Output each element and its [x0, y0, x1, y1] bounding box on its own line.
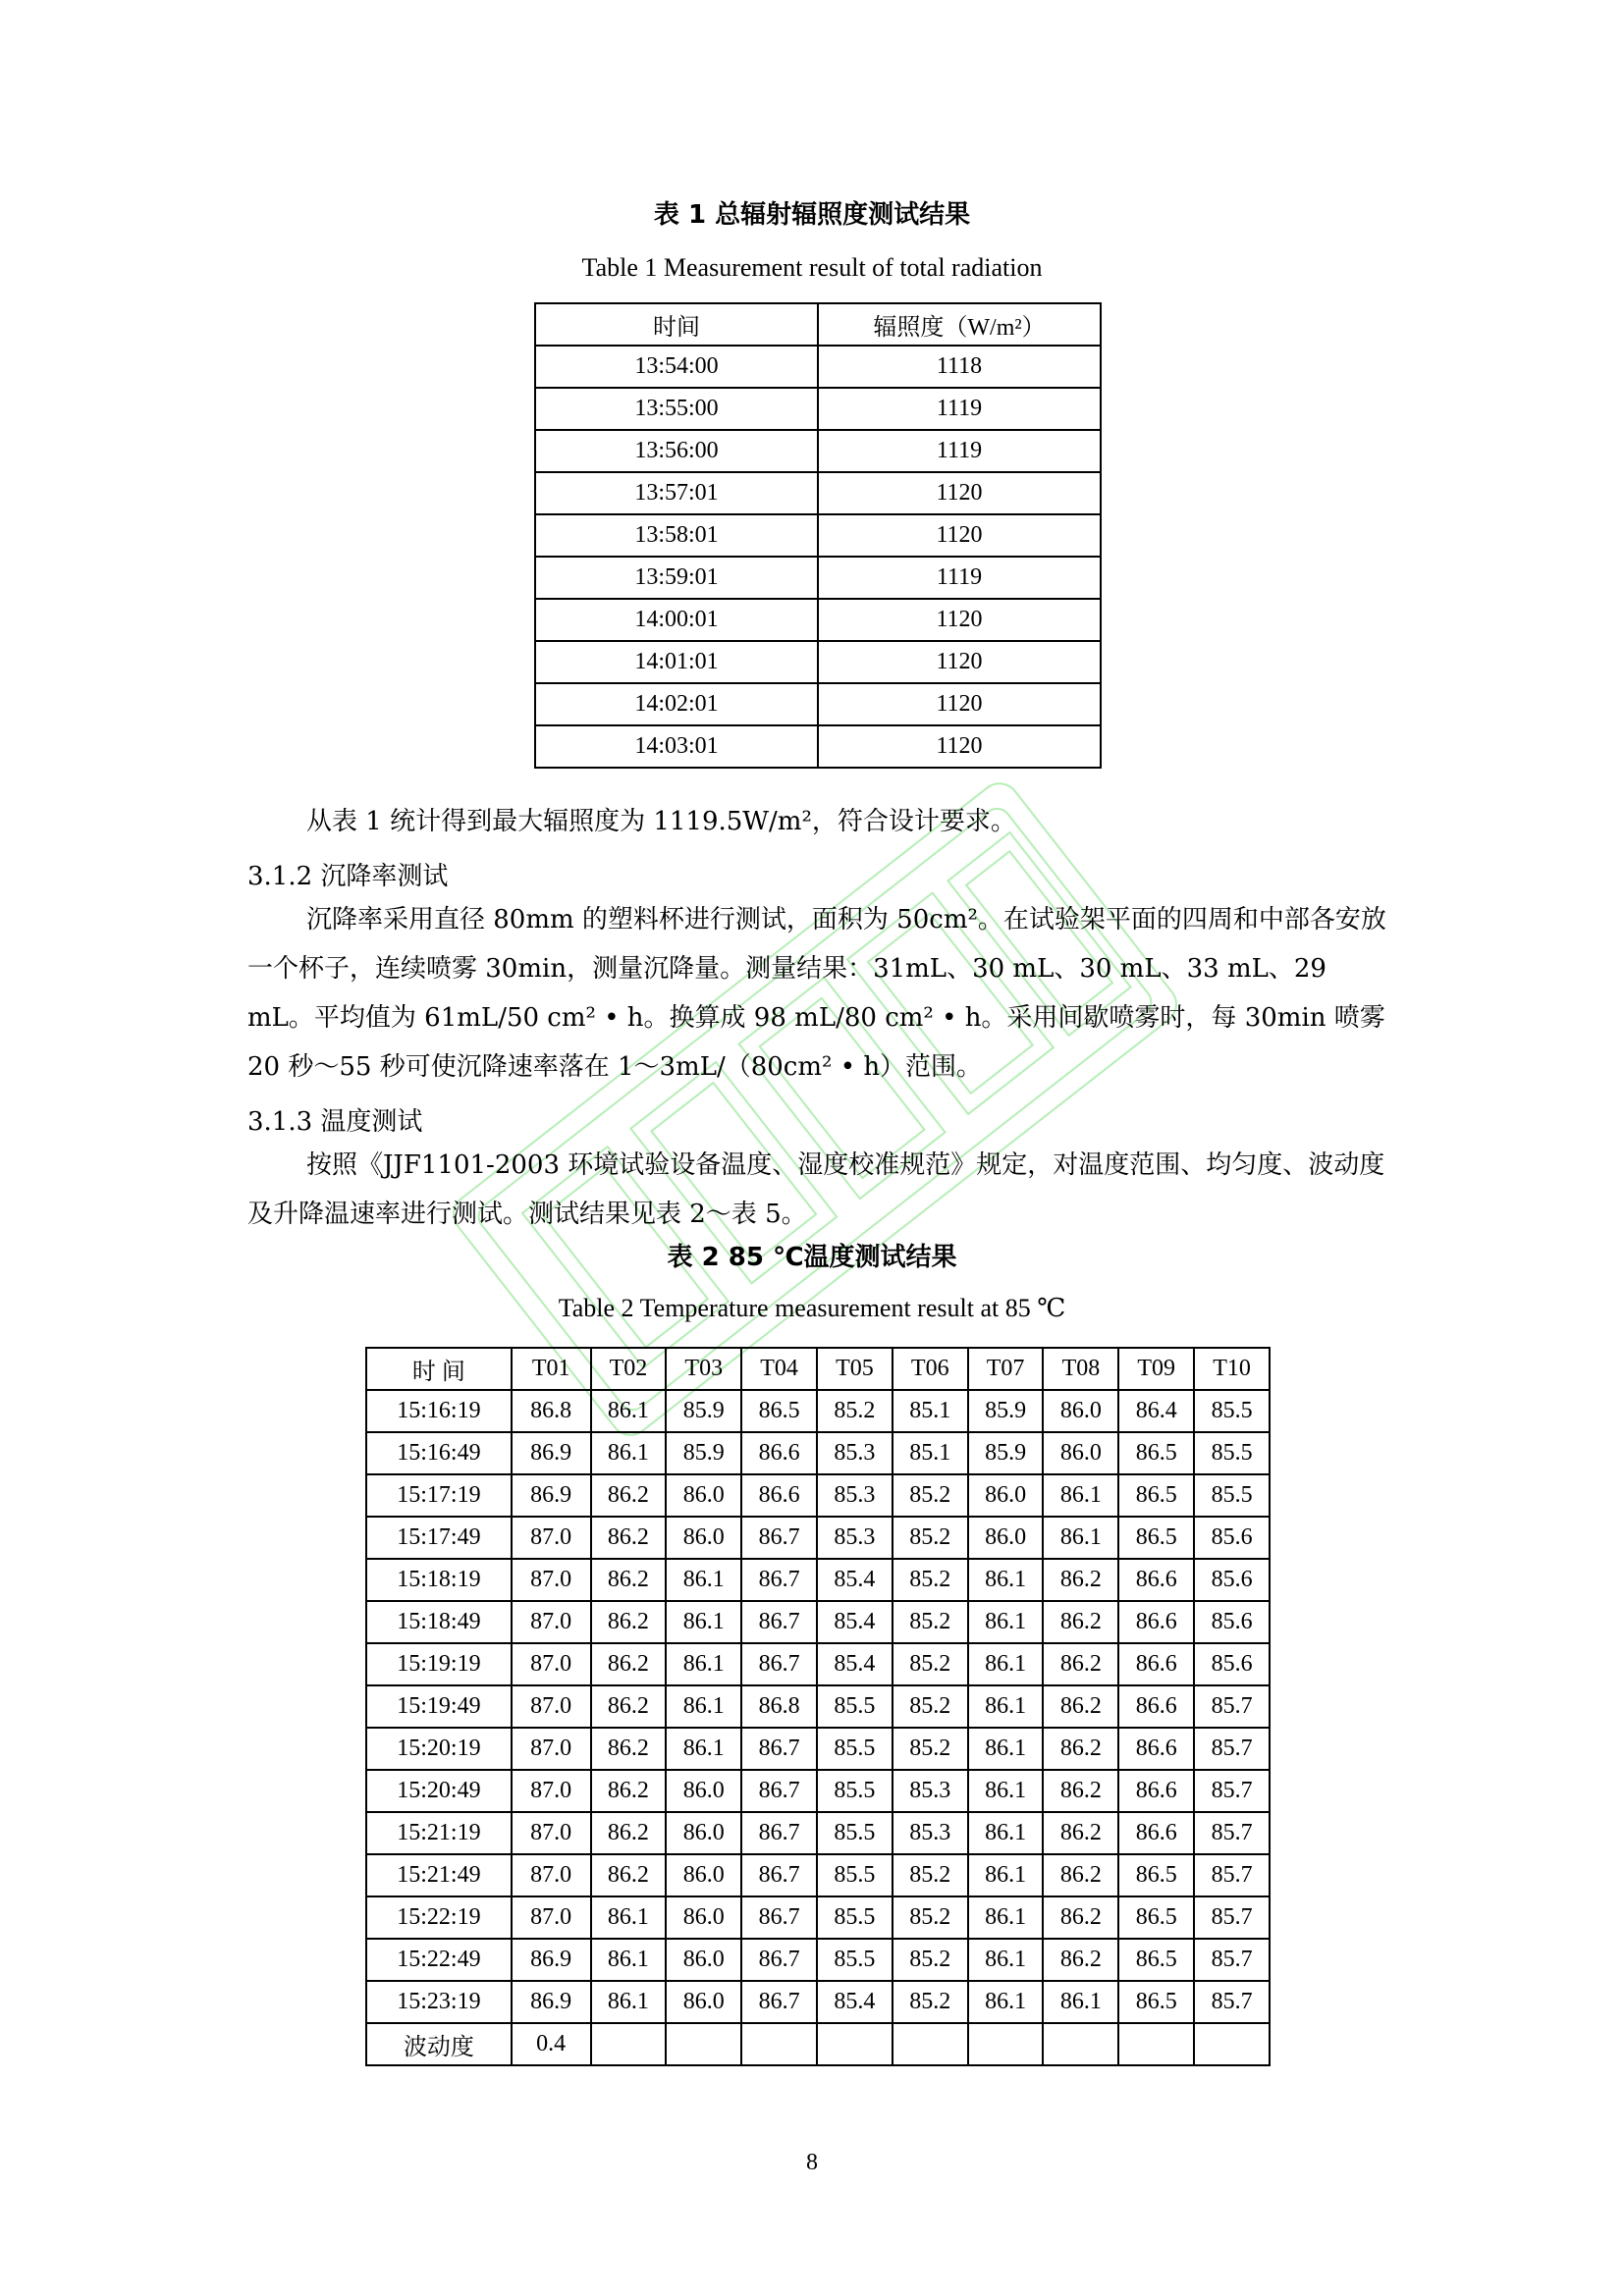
table-row [366, 1939, 1270, 1981]
temperature-cell: 86.9 [512, 1981, 591, 2023]
header-sensor: T02 [591, 1348, 667, 1390]
header-sensor: T08 [1043, 1348, 1118, 1390]
temperature-cell: 85.7 [1194, 1896, 1270, 1939]
value-cell: 1120 [818, 472, 1101, 514]
table-row [366, 1728, 1270, 1770]
value-cell: 1120 [818, 641, 1101, 683]
header-sensor: T04 [741, 1348, 817, 1390]
temperature-cell: 86.2 [1043, 1896, 1118, 1939]
table1-title-en: Table 1 Measurement result of total radiation [581, 253, 1043, 282]
table-header-row [535, 303, 1101, 346]
time-cell: 14:01:01 [535, 641, 818, 683]
temperature-cell: 85.9 [666, 1432, 741, 1474]
temperature-cell: 86.1 [968, 1896, 1044, 1939]
temperature-cell: 86.1 [666, 1685, 741, 1728]
time-cell: 15:23:19 [366, 1981, 512, 2023]
temperature-cell: 85.5 [817, 1939, 893, 1981]
temperature-cell: 86.0 [666, 1812, 741, 1854]
temperature-cell: 86.2 [591, 1854, 667, 1896]
temperature-cell: 85.5 [817, 1812, 893, 1854]
temperature-cell: 85.7 [1194, 1939, 1270, 1981]
temperature-cell: 86.4 [1118, 1390, 1194, 1432]
temperature-cell: 86.5 [1118, 1474, 1194, 1517]
time-cell: 15:18:19 [366, 1559, 512, 1601]
temperature-cell: 86.0 [666, 1474, 741, 1517]
table-row [366, 1517, 1270, 1559]
temperature-cell: 86.0 [1043, 1390, 1118, 1432]
temperature-cell: 86.6 [741, 1432, 817, 1474]
time-cell: 15:20:49 [366, 1770, 512, 1812]
table1-title-cn: 表 1 总辐射辐照度测试结果 [653, 200, 971, 230]
table-row [366, 1812, 1270, 1854]
temperature-cell: 86.2 [1043, 1685, 1118, 1728]
temperature-cell: 86.2 [1043, 1770, 1118, 1812]
temperature-cell: 85.6 [1194, 1517, 1270, 1559]
temperature-cell: 86.0 [968, 1517, 1044, 1559]
temperature-cell: 86.7 [741, 1896, 817, 1939]
temperature-cell: 86.5 [1118, 1981, 1194, 2023]
time-cell: 15:16:49 [366, 1432, 512, 1474]
temperature-cell: 86.7 [741, 1812, 817, 1854]
time-cell: 15:19:19 [366, 1643, 512, 1685]
temperature-cell: 85.2 [893, 1474, 968, 1517]
temperature-cell: 86.1 [968, 1685, 1044, 1728]
temperature-cell: 86.2 [591, 1559, 667, 1601]
temperature-cell: 85.5 [1194, 1390, 1270, 1432]
temperature-cell: 85.3 [817, 1517, 893, 1559]
temperature-cell: 86.1 [968, 1981, 1044, 2023]
temperature-cell: 86.2 [591, 1728, 667, 1770]
table-row [366, 1474, 1270, 1517]
temperature-cell: 86.7 [741, 1517, 817, 1559]
temperature-cell: 86.2 [1043, 1728, 1118, 1770]
time-cell: 15:19:49 [366, 1685, 512, 1728]
temperature-cell: 85.7 [1194, 1854, 1270, 1896]
radiation-table [534, 302, 1102, 769]
table-row [366, 1685, 1270, 1728]
table-row [535, 641, 1101, 683]
temperature-cell: 86.2 [1043, 1939, 1118, 1981]
temperature-cell: 87.0 [512, 1559, 591, 1601]
temperature-cell: 85.2 [893, 1939, 968, 1981]
temperature-cell: 86.1 [968, 1728, 1044, 1770]
temperature-cell: 86.1 [1043, 1474, 1118, 1517]
temperature-cell: 86.0 [666, 1896, 741, 1939]
temperature-cell: 86.5 [1118, 1939, 1194, 1981]
value-cell: 1118 [818, 346, 1101, 388]
temperature-cell: 85.7 [1194, 1728, 1270, 1770]
temperature-cell: 86.1 [1043, 1517, 1118, 1559]
temperature-test-paragraph: 按照《JJF1101-2003 环境试验设备温度、湿度校准规范》规定，对温度范围、均匀度、波动度及升降温速率进行测试。测试结果见表 2～表 5。 [247, 1150, 1385, 1229]
section-heading-3-1-2: 3.1.2 沉降率测试 [247, 862, 449, 891]
table-header-row [366, 1348, 1270, 1390]
temperature-cell: 86.0 [666, 1770, 741, 1812]
temperature-cell: 86.2 [1043, 1812, 1118, 1854]
temperature-cell: 85.2 [893, 1559, 968, 1601]
temperature-cell: 85.7 [1194, 1812, 1270, 1854]
temperature-cell: 86.1 [591, 1432, 667, 1474]
temperature-cell: 85.2 [893, 1728, 968, 1770]
temperature-cell: 85.2 [893, 1981, 968, 2023]
table-row [535, 472, 1101, 514]
table-row [366, 1390, 1270, 1432]
temperature-cell: 85.3 [817, 1474, 893, 1517]
time-cell: 14:02:01 [535, 683, 818, 725]
temperature-cell: 86.2 [591, 1474, 667, 1517]
temperature-cell: 85.9 [968, 1432, 1044, 1474]
settling-rate-paragraph: 沉降率采用直径 80mm 的塑料杯进行测试，面积为 50cm²。在试验架平面的四周和中部各安放一个杯子，连续喷雾 30min，测量沉降量。测量结果：31mL、30 mL、30 mL、33 mL、29 mL。平均值为 61mL/50 cm² • h。换算成 98 mL/80 cm² • h。采用间歇喷雾时，每 30min 喷雾 20 秒～55 秒可使沉降速率落在 1～3mL/（80cm² • h）范围。 [247, 905, 1386, 1082]
table2-title-en: Table 2 Temperature measurement result at 85 ℃ [558, 1294, 1066, 1322]
temperature-cell [968, 2023, 1044, 2065]
table-row [535, 683, 1101, 725]
temperature-cell: 85.9 [968, 1390, 1044, 1432]
temperature-cell: 85.6 [1194, 1601, 1270, 1643]
temperature-cell: 85.5 [1194, 1474, 1270, 1517]
time-cell: 14:03:01 [535, 725, 818, 768]
temperature-cell: 86.8 [512, 1390, 591, 1432]
temperature-cell: 86.1 [968, 1770, 1044, 1812]
temperature-cell: 86.1 [666, 1728, 741, 1770]
temperature-cell: 86.7 [741, 1601, 817, 1643]
temperature-cell: 86.1 [591, 1939, 667, 1981]
temperature-cell: 85.5 [817, 1685, 893, 1728]
time-cell: 13:56:00 [535, 430, 818, 472]
temperature-cell: 85.7 [1194, 1770, 1270, 1812]
temperature-cell: 86.5 [1118, 1896, 1194, 1939]
temperature-cell [591, 2023, 667, 2065]
table-row [366, 1559, 1270, 1601]
temperature-cell: 86.2 [591, 1812, 667, 1854]
temperature-cell: 86.1 [968, 1559, 1044, 1601]
header-time: 时 间 [366, 1348, 512, 1390]
table-row [366, 2023, 1270, 2065]
temperature-cell: 86.7 [741, 1981, 817, 2023]
temperature-cell [666, 2023, 741, 2065]
temperature-cell: 86.0 [968, 1474, 1044, 1517]
temperature-cell: 86.0 [666, 1981, 741, 2023]
value-cell: 1120 [818, 514, 1101, 557]
temperature-cell: 87.0 [512, 1517, 591, 1559]
temperature-cell: 86.7 [741, 1854, 817, 1896]
temperature-cell: 86.7 [741, 1939, 817, 1981]
temperature-cell: 86.1 [968, 1854, 1044, 1896]
temperature-cell: 86.1 [1043, 1981, 1118, 2023]
temperature-cell: 87.0 [512, 1896, 591, 1939]
temperature-cell: 86.2 [1043, 1854, 1118, 1896]
temperature-cell: 86.1 [591, 1981, 667, 2023]
table-row [366, 1854, 1270, 1896]
value-cell: 1120 [818, 599, 1101, 641]
time-cell: 15:18:49 [366, 1601, 512, 1643]
summary-paragraph: 从表 1 统计得到最大辐照度为 1119.5W/m²，符合设计要求。 [306, 807, 1016, 836]
time-cell: 13:58:01 [535, 514, 818, 557]
temperature-cell: 87.0 [512, 1812, 591, 1854]
temperature-cell: 86.2 [591, 1770, 667, 1812]
temperature-cell: 86.6 [1118, 1601, 1194, 1643]
temperature-cell: 85.2 [893, 1517, 968, 1559]
value-cell: 1119 [818, 430, 1101, 472]
temperature-cell: 86.2 [1043, 1643, 1118, 1685]
temperature-cell: 86.1 [591, 1390, 667, 1432]
temperature-cell: 86.5 [1118, 1432, 1194, 1474]
header-sensor: T06 [893, 1348, 968, 1390]
temperature-cell: 86.1 [591, 1896, 667, 1939]
value-cell: 1119 [818, 557, 1101, 599]
temperature-cell: 86.1 [968, 1601, 1044, 1643]
table-row [366, 1601, 1270, 1643]
temperature-cell [1043, 2023, 1118, 2065]
temperature-cell: 86.6 [1118, 1685, 1194, 1728]
temperature-cell: 86.7 [741, 1643, 817, 1685]
time-cell: 15:20:19 [366, 1728, 512, 1770]
temperature-cell: 85.9 [666, 1390, 741, 1432]
time-cell: 13:57:01 [535, 472, 818, 514]
header-sensor: T01 [512, 1348, 591, 1390]
temperature-cell: 86.1 [968, 1812, 1044, 1854]
time-cell: 15:21:49 [366, 1854, 512, 1896]
time-cell: 波动度 [366, 2023, 512, 2065]
temperature-cell: 85.4 [817, 1643, 893, 1685]
time-cell: 14:00:01 [535, 599, 818, 641]
page-number: 8 [806, 2150, 818, 2175]
temperature-cell [741, 2023, 817, 2065]
temperature-cell: 86.8 [741, 1685, 817, 1728]
temperature-cell: 86.0 [666, 1939, 741, 1981]
temperature-cell: 86.5 [1118, 1517, 1194, 1559]
temperature-cell: 86.7 [741, 1559, 817, 1601]
temperature-cell: 86.5 [1118, 1854, 1194, 1896]
temperature-cell: 85.6 [1194, 1643, 1270, 1685]
temperature-cell: 86.2 [1043, 1559, 1118, 1601]
header-time: 时间 [535, 303, 818, 346]
temperature-cell: 85.6 [1194, 1559, 1270, 1601]
header-sensor: T03 [666, 1348, 741, 1390]
temperature-cell: 87.0 [512, 1601, 591, 1643]
temperature-cell: 86.1 [666, 1601, 741, 1643]
header-sensor: T07 [968, 1348, 1044, 1390]
temperature-table [365, 1347, 1271, 2066]
temperature-cell: 85.3 [893, 1770, 968, 1812]
time-cell: 15:16:19 [366, 1390, 512, 1432]
temperature-cell: 85.3 [893, 1812, 968, 1854]
temperature-cell: 86.6 [1118, 1770, 1194, 1812]
table-row [535, 388, 1101, 430]
section-heading-3-1-3: 3.1.3 温度测试 [247, 1107, 423, 1137]
temperature-cell: 86.6 [741, 1474, 817, 1517]
temperature-cell [1118, 2023, 1194, 2065]
temperature-cell: 86.0 [1043, 1432, 1118, 1474]
temperature-cell: 85.3 [817, 1432, 893, 1474]
temperature-cell: 86.6 [1118, 1559, 1194, 1601]
time-cell: 13:54:00 [535, 346, 818, 388]
temperature-cell: 86.6 [1118, 1728, 1194, 1770]
temperature-cell: 86.2 [591, 1643, 667, 1685]
temperature-cell: 86.9 [512, 1474, 591, 1517]
header-sensor: T10 [1194, 1348, 1270, 1390]
temperature-cell: 86.6 [1118, 1812, 1194, 1854]
temperature-cell: 85.5 [817, 1728, 893, 1770]
temperature-cell: 85.7 [1194, 1685, 1270, 1728]
table-row [366, 1981, 1270, 2023]
temperature-cell: 86.0 [666, 1517, 741, 1559]
temperature-cell: 85.2 [893, 1685, 968, 1728]
temperature-cell: 85.2 [893, 1601, 968, 1643]
temperature-cell: 86.2 [591, 1517, 667, 1559]
temperature-cell: 87.0 [512, 1770, 591, 1812]
header-irradiance: 辐照度（W/m²） [818, 303, 1101, 346]
temperature-cell: 86.2 [1043, 1601, 1118, 1643]
table-row [366, 1896, 1270, 1939]
temperature-cell: 85.4 [817, 1601, 893, 1643]
table-row [366, 1770, 1270, 1812]
temperature-cell: 87.0 [512, 1685, 591, 1728]
temperature-cell [893, 2023, 968, 2065]
table-row [535, 557, 1101, 599]
time-cell: 13:55:00 [535, 388, 818, 430]
temperature-cell: 85.4 [817, 1559, 893, 1601]
temperature-cell: 85.2 [817, 1390, 893, 1432]
table2-title-cn: 表 2 85 ℃温度测试结果 [667, 1243, 957, 1272]
temperature-cell: 86.2 [591, 1685, 667, 1728]
table-row [366, 1643, 1270, 1685]
temperature-cell: 87.0 [512, 1643, 591, 1685]
table-row [535, 514, 1101, 557]
header-sensor: T09 [1118, 1348, 1194, 1390]
table-row [535, 599, 1101, 641]
temperature-cell: 85.2 [893, 1854, 968, 1896]
temperature-cell: 85.4 [817, 1981, 893, 2023]
temperature-cell: 85.2 [893, 1643, 968, 1685]
temperature-cell: 86.1 [968, 1643, 1044, 1685]
time-cell: 15:22:19 [366, 1896, 512, 1939]
table-row [535, 430, 1101, 472]
time-cell: 13:59:01 [535, 557, 818, 599]
time-cell: 15:21:19 [366, 1812, 512, 1854]
temperature-cell: 86.7 [741, 1770, 817, 1812]
temperature-cell: 87.0 [512, 1728, 591, 1770]
temperature-cell [817, 2023, 893, 2065]
value-cell: 1120 [818, 683, 1101, 725]
temperature-cell: 86.1 [666, 1559, 741, 1601]
temperature-cell: 86.1 [968, 1939, 1044, 1981]
temperature-cell: 86.9 [512, 1939, 591, 1981]
temperature-cell: 85.1 [893, 1432, 968, 1474]
value-cell: 1120 [818, 725, 1101, 768]
temperature-cell: 85.2 [893, 1896, 968, 1939]
temperature-cell: 86.0 [666, 1854, 741, 1896]
temperature-cell: 86.2 [591, 1601, 667, 1643]
time-cell: 15:17:49 [366, 1517, 512, 1559]
header-sensor: T05 [817, 1348, 893, 1390]
table-row [366, 1432, 1270, 1474]
temperature-cell: 85.5 [817, 1854, 893, 1896]
temperature-cell: 0.4 [512, 2023, 591, 2065]
temperature-cell: 85.7 [1194, 1981, 1270, 2023]
temperature-cell: 87.0 [512, 1854, 591, 1896]
time-cell: 15:17:19 [366, 1474, 512, 1517]
temperature-cell: 86.9 [512, 1432, 591, 1474]
time-cell: 15:22:49 [366, 1939, 512, 1981]
table-row [535, 725, 1101, 768]
value-cell: 1119 [818, 388, 1101, 430]
temperature-cell: 85.5 [817, 1896, 893, 1939]
temperature-cell: 86.5 [741, 1390, 817, 1432]
table-row [535, 346, 1101, 388]
temperature-cell: 85.1 [893, 1390, 968, 1432]
temperature-cell: 86.6 [1118, 1643, 1194, 1685]
temperature-cell: 85.5 [1194, 1432, 1270, 1474]
temperature-cell: 86.1 [666, 1643, 741, 1685]
temperature-cell: 85.5 [817, 1770, 893, 1812]
temperature-cell [1194, 2023, 1270, 2065]
temperature-cell: 86.7 [741, 1728, 817, 1770]
